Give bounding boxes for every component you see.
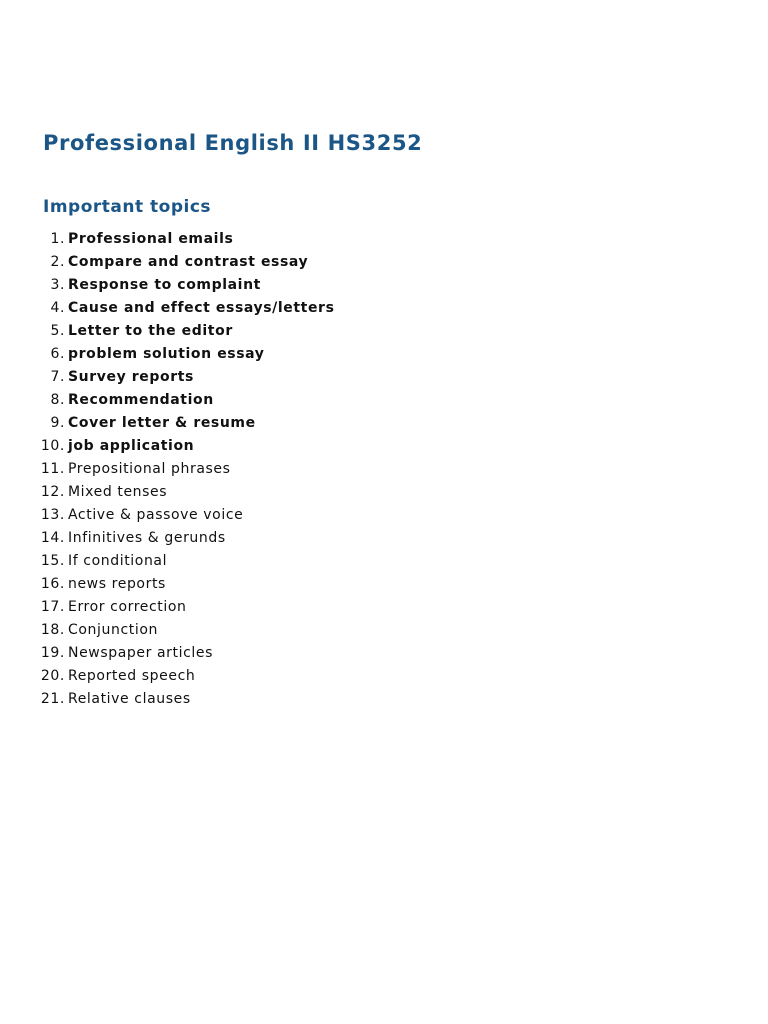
list-item-text: news reports bbox=[68, 575, 166, 592]
list-item-text: Infinitives & gerunds bbox=[68, 529, 226, 546]
list-item-number: 1. bbox=[50, 230, 65, 247]
list-item bbox=[30, 480, 335, 503]
list-item bbox=[30, 549, 335, 572]
document-title: Professional English II HS3252 bbox=[43, 131, 423, 155]
list-item-number: 4. bbox=[50, 299, 65, 316]
list-item-number: 13. bbox=[40, 506, 65, 523]
list-item-text: Reported speech bbox=[68, 667, 196, 684]
list-item bbox=[30, 503, 335, 526]
list-item-text: Conjunction bbox=[68, 621, 158, 638]
list-item-text: problem solution essay bbox=[68, 345, 265, 362]
list-item bbox=[30, 434, 335, 457]
list-item bbox=[30, 273, 335, 296]
list-item bbox=[30, 664, 335, 687]
list-item-text: Prepositional phrases bbox=[68, 460, 231, 477]
list-item-number: 19. bbox=[40, 644, 65, 661]
list-item bbox=[30, 388, 335, 411]
list-item-number: 5. bbox=[50, 322, 65, 339]
list-item bbox=[30, 641, 335, 664]
list-item-number: 11. bbox=[40, 460, 65, 477]
list-item bbox=[30, 319, 335, 342]
list-item bbox=[30, 526, 335, 549]
list-item-text: Survey reports bbox=[68, 368, 194, 385]
list-item-number: 8. bbox=[50, 391, 65, 408]
list-item-number: 6. bbox=[50, 345, 65, 362]
list-item bbox=[30, 250, 335, 273]
list-item bbox=[30, 457, 335, 480]
section-heading: Important topics bbox=[43, 197, 212, 217]
list-item-text: Professional emails bbox=[68, 230, 234, 247]
list-item-number: 20. bbox=[40, 667, 65, 684]
list-item-text: Compare and contrast essay bbox=[68, 253, 309, 270]
list-item bbox=[30, 572, 335, 595]
list-item-text: Cause and effect essays/letters bbox=[68, 299, 335, 316]
list-item bbox=[30, 227, 335, 250]
list-item-text: Letter to the editor bbox=[68, 322, 233, 339]
list-item bbox=[30, 342, 335, 365]
list-item-number: 15. bbox=[40, 552, 65, 569]
list-item-text: Cover letter & resume bbox=[68, 414, 256, 431]
list-item bbox=[30, 296, 335, 319]
list-item-number: 14. bbox=[40, 529, 65, 546]
list-item-number: 2. bbox=[50, 253, 65, 270]
list-item-number: 17. bbox=[40, 598, 65, 615]
list-item-text: Error correction bbox=[68, 598, 187, 615]
list-item-text: Active & passove voice bbox=[68, 506, 244, 523]
list-item-text: Mixed tenses bbox=[68, 483, 168, 500]
list-item-text: job application bbox=[68, 437, 195, 454]
list-item bbox=[30, 411, 335, 434]
list-item-number: 12. bbox=[40, 483, 65, 500]
list-item bbox=[30, 595, 335, 618]
list-item-number: 18. bbox=[40, 621, 65, 638]
list-item-text: Recommendation bbox=[68, 391, 214, 408]
list-item bbox=[30, 365, 335, 388]
topic-list bbox=[30, 227, 335, 710]
list-item-text: Newspaper articles bbox=[68, 644, 214, 661]
list-item-text: Relative clauses bbox=[68, 690, 191, 707]
list-item bbox=[30, 618, 335, 641]
list-item-number: 21. bbox=[40, 690, 65, 707]
list-item-text: Response to complaint bbox=[68, 276, 261, 293]
list-item-number: 16. bbox=[40, 575, 65, 592]
list-item-number: 9. bbox=[50, 414, 65, 431]
list-item-number: 10. bbox=[40, 437, 65, 454]
list-item-number: 7. bbox=[50, 368, 65, 385]
list-item-text: If conditional bbox=[68, 552, 168, 569]
list-item bbox=[30, 687, 335, 710]
list-item-number: 3. bbox=[50, 276, 65, 293]
